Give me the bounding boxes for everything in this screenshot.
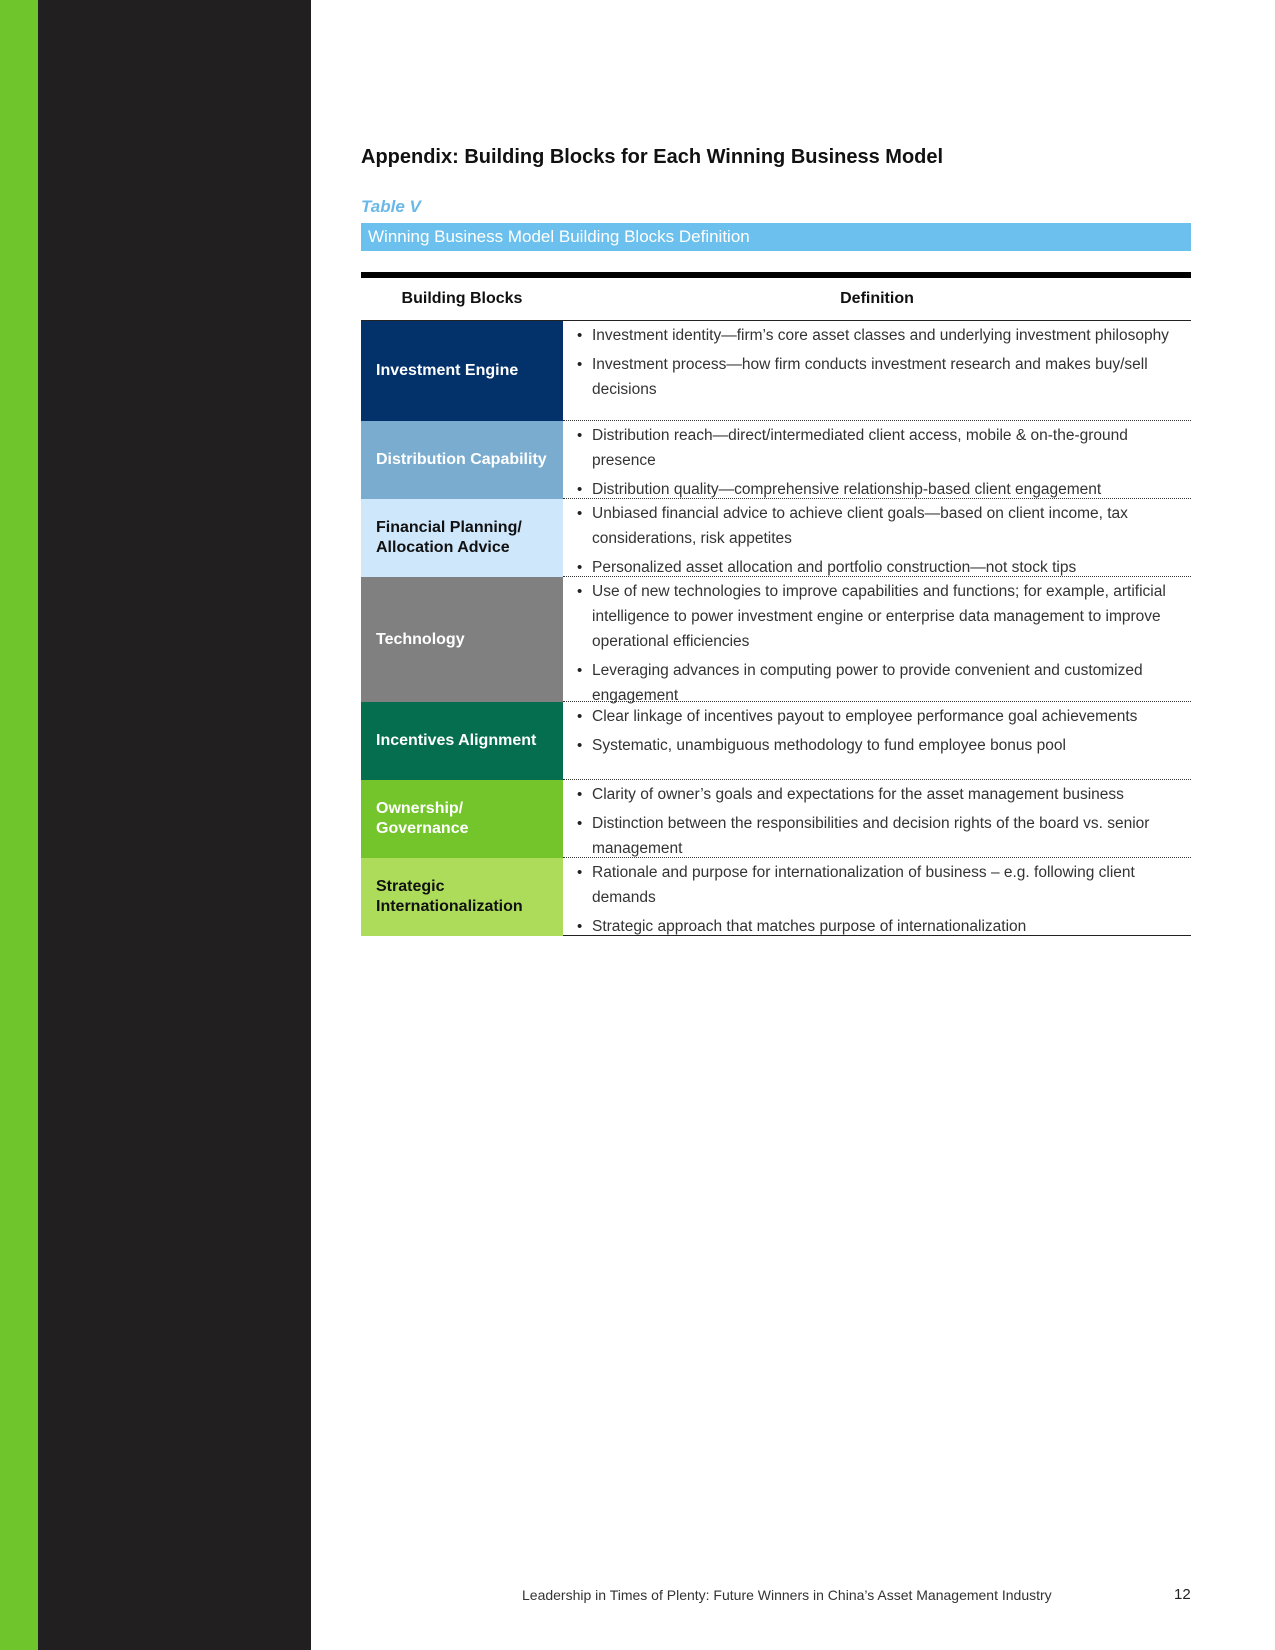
definition-text: Use of new technologies to improve capabilities and functions; for example, artificial intelligence to power investment engine or enterprise data management to improve operational efficiencies	[592, 583, 1166, 650]
definition-item	[577, 423, 1185, 473]
left-dark-panel	[38, 0, 311, 1650]
definition-item	[577, 782, 1185, 807]
definition-text: Distinction between the responsibilities and decision rights of the board vs. senior management	[592, 815, 1150, 857]
definition-item	[577, 658, 1185, 708]
header-building-blocks: Building Blocks	[401, 290, 523, 307]
definition-list	[577, 782, 1185, 861]
table-row	[361, 577, 1191, 702]
definition-item	[577, 860, 1185, 910]
definition-cell	[563, 499, 1191, 577]
building-blocks-table	[361, 272, 1191, 936]
bullet-icon: •	[577, 786, 583, 803]
definition-text: Investment process—how firm conducts investment research and makes buy/sell decisions	[592, 356, 1148, 398]
building-block-cell	[361, 780, 563, 858]
bullet-icon: •	[577, 815, 583, 832]
building-block-name: Ownership/ Governance	[376, 800, 469, 837]
definition-item	[577, 914, 1185, 939]
building-block-cell	[361, 321, 563, 421]
definition-item	[577, 579, 1185, 654]
building-block-name: Investment Engine	[376, 362, 519, 379]
table-title-banner: Winning Business Model Building Blocks Definition	[361, 223, 1191, 251]
building-block-name: Incentives Alignment	[376, 732, 537, 749]
building-block-name: Technology	[376, 630, 465, 648]
building-block-cell	[361, 421, 563, 499]
definition-item	[577, 501, 1185, 551]
building-block-name: Distribution Capability	[376, 451, 547, 468]
bullet-icon: •	[577, 559, 583, 576]
definition-text: Distribution reach—direct/intermediated client access, mobile & on-the-ground presence	[592, 427, 1128, 469]
table-row	[361, 858, 1191, 936]
table-row	[361, 780, 1191, 858]
definition-list	[577, 501, 1185, 580]
header-definition: Definition	[840, 290, 914, 307]
table-row	[361, 421, 1191, 499]
definition-text: Personalized asset allocation and portfolio construction—not stock tips	[592, 559, 1077, 576]
definition-item	[577, 323, 1185, 348]
definition-item	[577, 555, 1185, 580]
bullet-icon: •	[577, 662, 583, 679]
definition-text: Investment identity—firm’s core asset classes and underlying investment philosophy	[592, 327, 1169, 344]
table-row	[361, 321, 1191, 421]
definition-cell	[563, 421, 1191, 499]
definition-text: Clarity of owner’s goals and expectations for the asset management business	[592, 786, 1124, 803]
definition-item	[577, 477, 1185, 502]
definition-item	[577, 704, 1185, 729]
building-block-name: Financial Planning/ Allocation Advice	[376, 519, 522, 556]
bullet-icon: •	[577, 737, 583, 754]
definition-list	[577, 704, 1185, 758]
footer-text: Leadership in Times of Plenty: Future Winners in China’s Asset Management Industry	[522, 1587, 1052, 1603]
definition-item	[577, 733, 1185, 758]
definition-text: Clear linkage of incentives payout to employee performance goal achievements	[592, 708, 1138, 725]
bullet-icon: •	[577, 427, 583, 444]
bullet-icon: •	[577, 327, 583, 344]
definition-item	[577, 811, 1185, 861]
page-title: Appendix: Building Blocks for Each Winning Business Model	[361, 146, 944, 168]
bullet-icon: •	[577, 356, 583, 373]
definition-list	[577, 860, 1185, 939]
building-block-cell	[361, 499, 563, 577]
bullet-icon: •	[577, 505, 583, 522]
building-block-cell	[361, 858, 563, 936]
page-number: 12	[1174, 1586, 1191, 1603]
table-header-row	[361, 278, 1191, 321]
definition-text: Strategic approach that matches purpose of internationalization	[592, 918, 1027, 935]
definition-text: Rationale and purpose for internationalization of business – e.g. following client demands	[592, 864, 1135, 906]
bullet-icon: •	[577, 864, 583, 881]
table-row	[361, 702, 1191, 780]
bullet-icon: •	[577, 708, 583, 725]
definition-text: Systematic, unambiguous methodology to fund employee bonus pool	[592, 737, 1066, 754]
definition-list	[577, 579, 1185, 708]
table-label: Table V	[361, 197, 421, 216]
bullet-icon: •	[577, 918, 583, 935]
definition-text: Leveraging advances in computing power to provide convenient and customized engagement	[592, 662, 1143, 704]
bullet-icon: •	[577, 583, 583, 600]
table-body	[361, 321, 1191, 936]
building-block-cell	[361, 577, 563, 702]
definition-cell	[563, 321, 1191, 421]
bullet-icon: •	[577, 481, 583, 498]
definition-cell	[563, 858, 1191, 936]
definition-cell	[563, 702, 1191, 780]
definition-cell	[563, 577, 1191, 702]
definition-list	[577, 423, 1185, 502]
building-block-cell	[361, 702, 563, 780]
building-block-name: Strategic Internationalization	[376, 878, 523, 915]
table-row	[361, 499, 1191, 577]
definition-text: Unbiased financial advice to achieve client goals—based on client income, tax considerations, risk appetites	[592, 505, 1128, 547]
left-accent-strip	[0, 0, 38, 1650]
definition-item	[577, 352, 1185, 402]
definition-cell	[563, 780, 1191, 858]
definition-list	[577, 323, 1185, 402]
definition-text: Distribution quality—comprehensive relationship-based client engagement	[592, 481, 1102, 498]
